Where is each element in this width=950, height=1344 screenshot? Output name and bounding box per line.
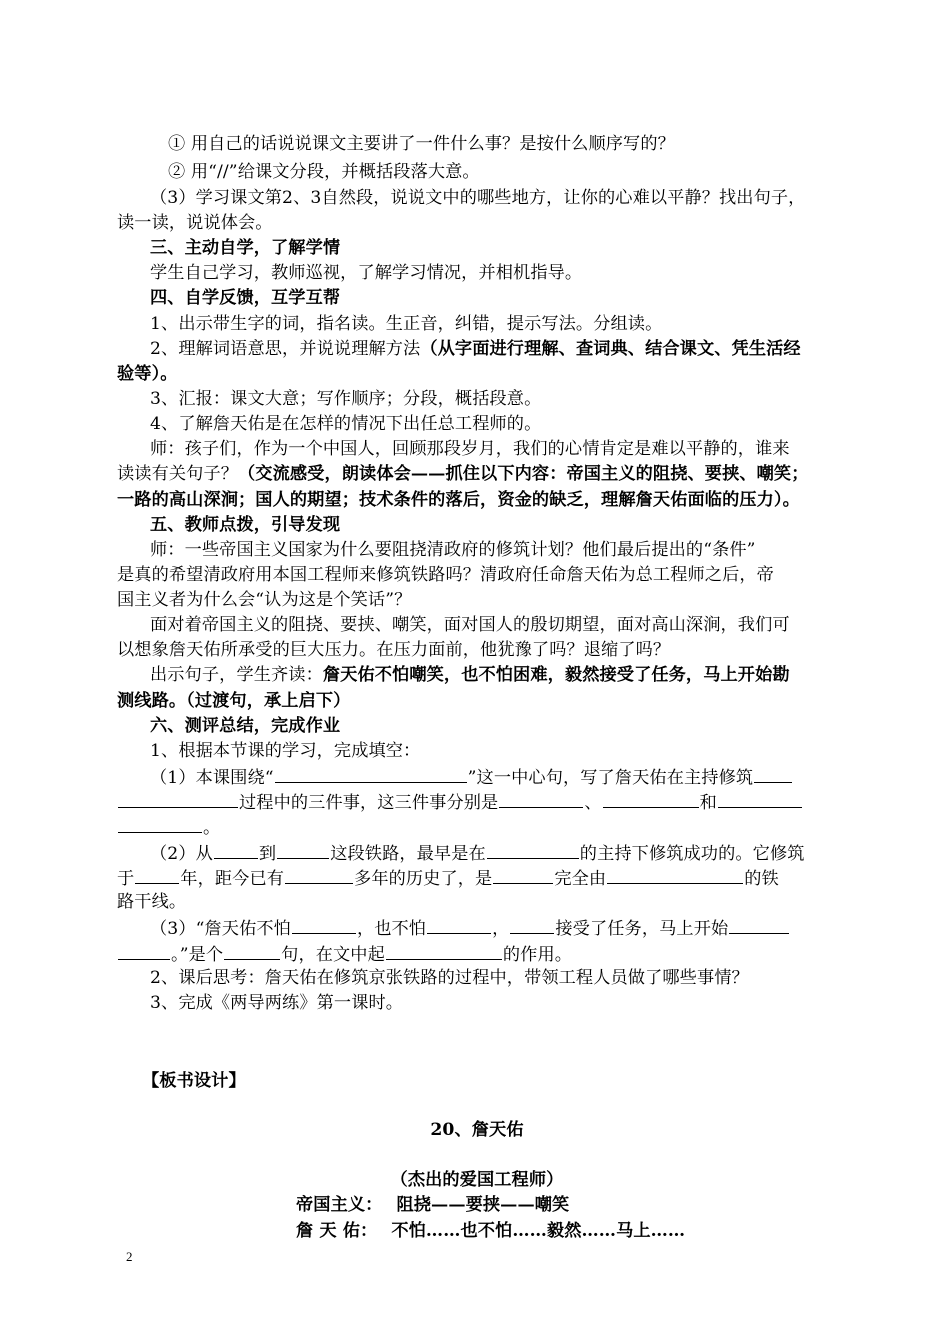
board-text: 不怕……也不怕……毅然……马上…… [391, 1221, 686, 1241]
blank-field[interactable] [292, 915, 356, 934]
fill-blank-1-line1 [150, 764, 872, 790]
paragraph: 1、出示带生字的词，指名读。生正音，纠错，提示写法。分组读。 [150, 314, 663, 334]
task-3-line2: 读一读，说说体会。 [117, 213, 273, 233]
text: 出示句子，学生齐读： [150, 665, 323, 685]
paragraph [117, 462, 839, 486]
paragraph: 面对着帝国主义的阻挠、要挟、嘲笑，面对国人的殷切期望，面对高山深涧，我们可 [150, 615, 790, 635]
text: 的铁 [744, 869, 779, 889]
paragraph: 3、完成《两导两练》第一课时。 [150, 993, 404, 1013]
blank-field[interactable] [118, 789, 238, 808]
board-title: 20、詹天佑 [430, 1120, 524, 1140]
paragraph: 师：孩子们，作为一个中国人，回顾那段岁月，我们的心情肯定是难以平静的，谁来 [150, 439, 790, 459]
text: 的作用。 [502, 945, 573, 965]
paragraph [150, 337, 872, 361]
text: 。 [203, 818, 221, 838]
blank-field[interactable] [427, 915, 491, 934]
blank-field[interactable] [718, 789, 802, 808]
text: 过程中的三件事，这三件事分别是 [239, 793, 499, 813]
text: 完全由 [554, 869, 607, 889]
section-6-heading: 六、测评总结，完成作业 [150, 716, 341, 736]
text: ， [492, 919, 510, 939]
board-row-imperialism [296, 1193, 950, 1217]
text: 句，在文中起 [281, 945, 385, 965]
page-number: 2 [126, 1249, 133, 1264]
text: 年，距今已有 [180, 869, 285, 889]
text: 的主持下修筑成功的。它修筑 [579, 844, 805, 864]
bold-text: （从字面进行理解、查词典、结合课文、凭生活经 [420, 339, 801, 359]
blank-field[interactable] [493, 865, 553, 884]
blank-field[interactable] [224, 941, 280, 960]
blank-field[interactable] [603, 789, 699, 808]
paragraph: 学生自己学习，教师巡视，了解学习情况，并相机指导。 [150, 263, 583, 283]
blank-field[interactable] [729, 915, 789, 934]
blank-field[interactable] [118, 814, 202, 833]
text: 。”是个 [171, 945, 224, 965]
question-1: ① 用自己的话说说课文主要讲了一件什么事？是按什么顺序写的？ [168, 134, 675, 154]
fill-blank-2-line1 [150, 840, 872, 866]
blank-field[interactable] [499, 789, 583, 808]
fill-blank-2-line2 [117, 865, 839, 891]
text: 接受了任务，马上开始 [555, 919, 729, 939]
text: （3）“詹天佑不怕 [150, 919, 291, 939]
blank-field[interactable] [277, 840, 329, 859]
paragraph: 一路的高山深涧；国人的期望；技术条件的落后，资金的缺乏，理解詹天佑面临的压力）。 [117, 490, 800, 510]
blank-field[interactable] [214, 840, 258, 859]
section-4-heading: 四、自学反馈，互学互帮 [150, 288, 341, 308]
fill-blank-1-line3 [117, 814, 839, 840]
board-row-zhan-tianyou [296, 1219, 950, 1243]
board-label: 帝国主义： [296, 1195, 383, 1215]
text: ”这一中心句，写了詹天佑在主持修筑 [467, 768, 754, 788]
paragraph [150, 663, 872, 687]
paragraph: 1、根据本节课的学习，完成填空： [150, 741, 421, 761]
paragraph: 4、了解詹天佑是在怎样的情况下出任总工程师的。 [150, 414, 542, 434]
text: （2）从 [150, 844, 213, 864]
paragraph: 是真的希望清政府用本国工程师来修筑铁路吗？清政府任命詹天佑为总工程师之后，帝 [117, 565, 774, 585]
blank-field[interactable] [386, 941, 502, 960]
blank-field[interactable] [607, 865, 743, 884]
text: 和 [699, 793, 717, 813]
fill-blank-3-line2 [117, 941, 839, 967]
text: （1）本课围绕“ [150, 768, 274, 788]
section-3-heading: 三、主动自学，了解学情 [150, 238, 341, 258]
blank-field[interactable] [135, 865, 179, 884]
paragraph: 测线路。（过渡句，承上启下） [117, 691, 351, 711]
paragraph: 以想象詹天佑所承受的巨大压力。在压力面前，他犹豫了吗？退缩了吗？ [117, 640, 671, 660]
question-2: ② 用“//”给课文分段，并概括段落大意。 [168, 162, 480, 182]
blank-field[interactable] [275, 764, 467, 783]
blank-field[interactable] [510, 915, 554, 934]
fill-blank-1-line2 [117, 789, 839, 815]
blank-field[interactable] [118, 941, 170, 960]
section-5-heading: 五、教师点拨，引导发现 [150, 515, 341, 535]
text: 多年的历史了，是 [354, 869, 493, 889]
paragraph: 师：一些帝国主义国家为什么要阻挠清政府的修筑计划？他们最后提出的“条件” [150, 540, 756, 560]
paragraph: 国主义者为什么会“认为这是个笑话”？ [117, 590, 412, 610]
text: ，也不怕 [356, 919, 427, 939]
blank-field[interactable] [285, 865, 353, 884]
fill-blank-3-line1 [150, 915, 872, 941]
paragraph: 验等）。 [117, 364, 178, 384]
board-subtitle: （杰出的爱国工程师） [390, 1170, 564, 1190]
text: 、 [584, 793, 602, 813]
text: 这段铁路，最早是在 [330, 844, 486, 864]
paragraph: 3、汇报：课文大意；写作顺序；分段，概括段意。 [150, 389, 542, 409]
board-label: 詹 天 佑： [296, 1221, 378, 1241]
text: 于 [117, 869, 135, 889]
board-design-heading: 【板书设计】 [142, 1071, 246, 1091]
paragraph: 2、课后思考：詹天佑在修筑京张铁路的过程中，带领工程人员做了哪些事情？ [150, 968, 749, 988]
text: 2、理解词语意思，并说说理解方法 [150, 339, 421, 359]
board-text: 阻挠——要挟——嘲笑 [396, 1195, 570, 1215]
blank-field[interactable] [487, 840, 579, 859]
text: 读读有关句子？ [117, 464, 239, 484]
bold-text: （交流感受，朗读体会——抓住以下内容：帝国主义的阻挠、要挟、嘲笑； [238, 464, 809, 484]
task-3-line1: （3）学习课文第2、3自然段，说说文中的哪些地方，让你的心难以平静？找出句子， [150, 188, 806, 208]
fill-blank-2-line3: 路干线。 [117, 892, 187, 912]
text: 到 [258, 844, 277, 864]
blank-field[interactable] [754, 764, 792, 783]
bold-text: 詹天佑不怕嘲笑，也不怕困难，毅然接受了任务，马上开始勘 [322, 665, 790, 685]
